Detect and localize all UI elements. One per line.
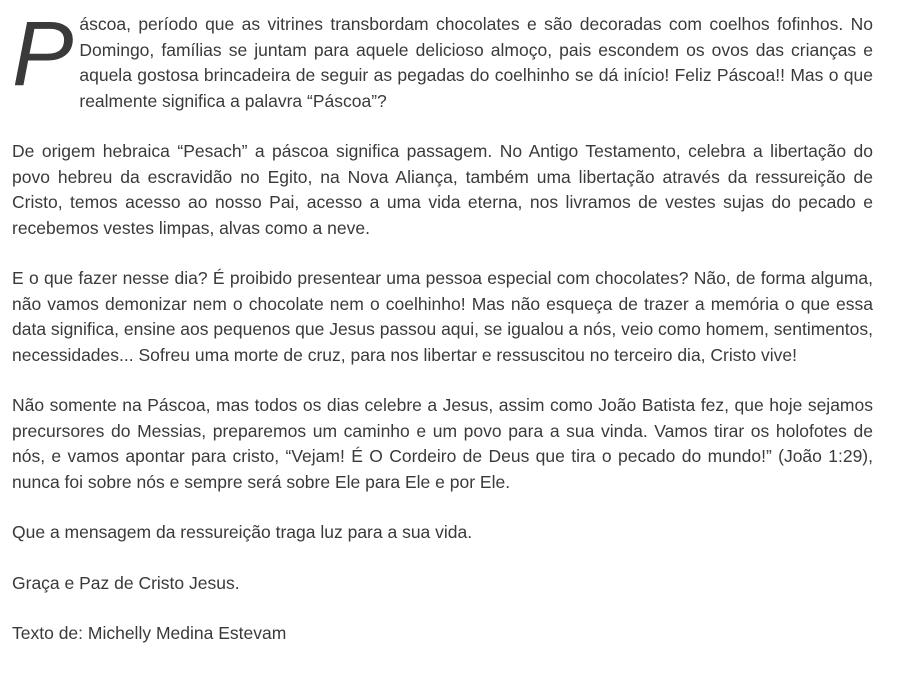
paragraph-origin: De origem hebraica “Pesach” a páscoa significa passagem. No Antigo Testamento, celebra a libertação do povo hebreu da escravidão no Egito, na Nova Aliança, também uma libertação através da ressureição de Cristo, temos acesso ao nosso Pai, acesso a uma vida eterna, nos livramos de vestes sujas do pecado e recebemos vestes limpas, alvas como a neve. [12, 141, 873, 238]
paragraph-blessing: Graça e Paz de Cristo Jesus. [12, 572, 240, 593]
author-credit: Texto de: Michelly Medina Estevam [12, 623, 287, 643]
paragraph-intro [12, 3, 873, 114]
drop-cap: P [12, 3, 74, 105]
paragraph-intro-text: áscoa, período que as vitrines transbordam chocolates e são decoradas com coelhos fofinhos. No Domingo, famílias se juntam para aquele delicioso almoço, pais escondem os ovos das crianças e aquela gostosa brincadeira de seguir as pegadas do coelhinho se dá início! Feliz Páscoa!! Mas o que realmente significa a palavra “Páscoa”? [79, 14, 873, 111]
paragraph-message: Que a mensagem da ressureição traga luz para a sua vida. [12, 522, 473, 542]
paragraph-every-day: Não somente na Páscoa, mas todos os dias celebre a Jesus, assim como João Batista fez, que hoje sejamos precursores do Messias, preparemos um caminho e um povo para a sua vinda. Vamos tirar os holofotes de nós, e vamos apontar para cristo, “Vejam! É O Cordeiro de Deus que tira o pecado do mundo!” (João 1:29), nunca foi sobre nós e sempre será sobre Ele para Ele e por Ele. [12, 395, 873, 492]
paragraph-celebration: E o que fazer nesse dia? É proibido presentear uma pessoa especial com chocolates? Não, de forma alguma, não vamos demonizar nem o chocolate nem o coelhinho! Mas não esqueça de trazer a memória o que essa data significa, ensine aos pequenos que Jesus passou aqui, se igualou a nós, veio como homem, sentimentos, necessidades... Sofreu uma morte de cruz, para nos libertar e ressuscitou no terceiro dia, Cristo vive! [12, 268, 873, 365]
